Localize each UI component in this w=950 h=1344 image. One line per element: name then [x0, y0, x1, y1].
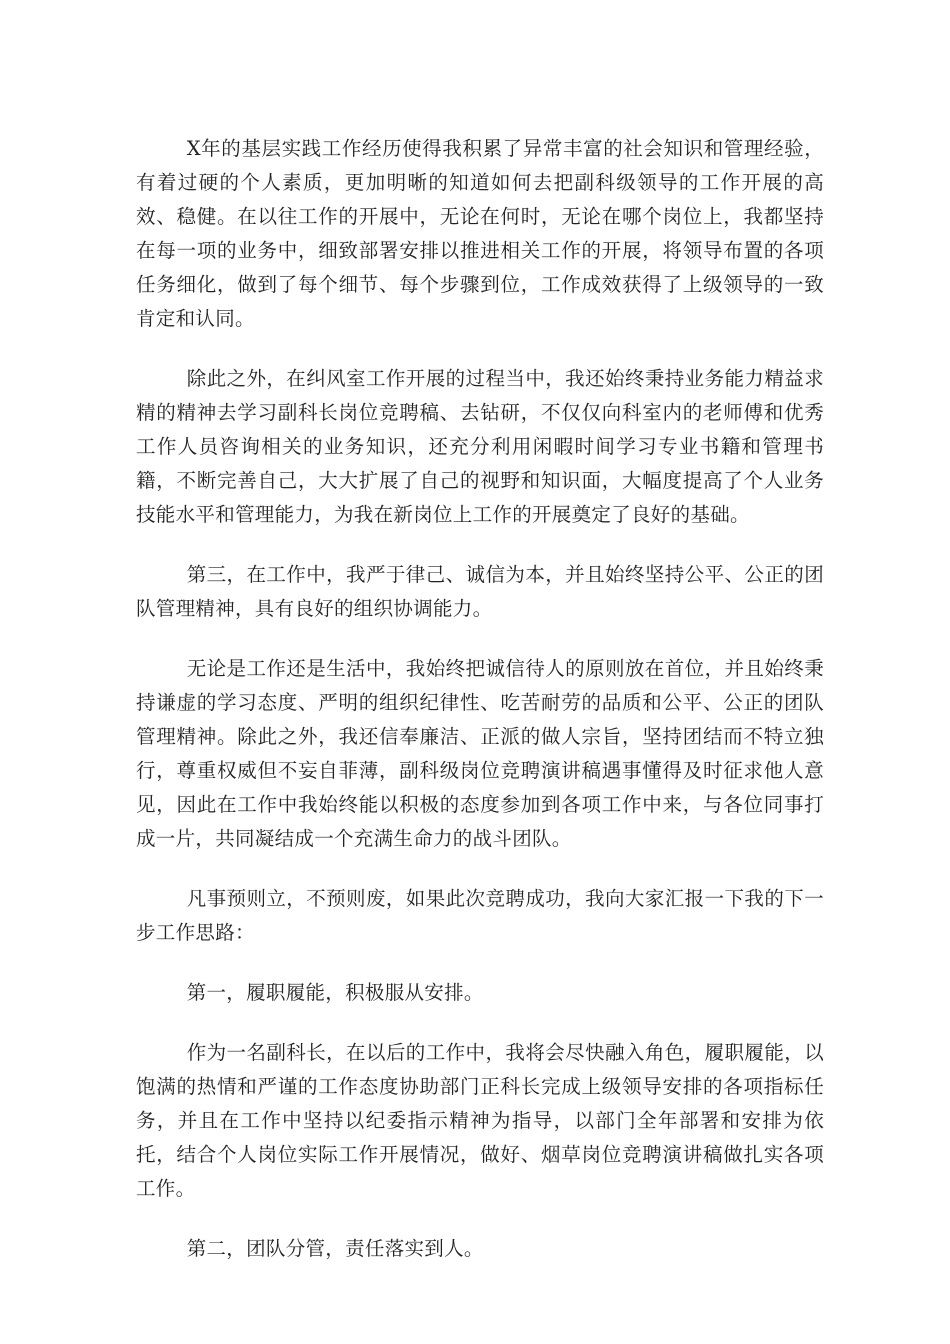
paragraph-third-point: 第三，在工作中，我严于律己、诚信为本，并且始终坚持公平、公正的团队管理精神，具有良好的组织协调能力。 [136, 563, 824, 620]
paragraph-plan-first-heading: 第一，履职履能，积极服从安排。 [186, 981, 484, 1004]
paragraph-experience: X年的基层实践工作经历使得我积累了异常丰富的社会知识和管理经验，有着过硬的个人素质，更加明晰的知道如何去把副科级领导的工作开展的高效、稳健。在以往工作的开展中，无论在何时，无论在哪个岗位上，我都坚持在每一项的业务中，细致部署安排以推进相关工作的开展，将领导布置的各项任务细化，做到了每个细节、每个步骤到位，工作成效获得了上级领导的一致肯定和认同。 [136, 137, 824, 330]
paragraph-integrity: 无论是工作还是生活中，我始终把诚信待人的原则放在首位，并且始终秉持谦虚的学习态度、严明的组织纪律性、吃苦耐劳的品质和公平、公正的团队管理精神。除此之外，我还信奉廉洁、正派的做人宗旨，坚持团结而不特立独行，尊重权威但不妄自菲薄，副科级岗位竞聘演讲稿遇事懂得及时征求他人意见，因此在工作中我始终能以积极的态度参加到各项工作中来，与各位同事打成一片，共同凝结成一个充满生命力的战斗团队。 [136, 657, 824, 850]
paragraph-self-improvement: 除此之外，在纠风室工作开展的过程当中，我还始终秉持业务能力精益求精的精神去学习副科长岗位竞聘稿、去钻研，不仅仅向科室内的老师傅和优秀工作人员咨询相关的业务知识，还充分利用闲暇时间学习专业书籍和管理书籍，不断完善自己，大大扩展了自己的视野和知识面，大幅度提高了个人业务技能水平和管理能力，为我在新岗位上工作的开展奠定了良好的基础。 [136, 367, 824, 526]
document-body [136, 132, 824, 1292]
paragraph-plan-first-detail: 作为一名副科长，在以后的工作中，我将会尽快融入角色，履职履能，以饱满的热情和严谨的工作态度协助部门正科长完成上级领导安排的各项指标任务，并且在工作中坚持以纪委指示精神为指导，以部门全年部署和安排为依托，结合个人岗位实际工作开展情况，做好、烟草岗位竞聘演讲稿做扎实各项工作。 [136, 1041, 824, 1200]
paragraph-work-plan-intro: 凡事预则立，不预则废，如果此次竞聘成功，我向大家汇报一下我的下一步工作思路： [136, 887, 824, 944]
paragraph-plan-second-heading: 第二，团队分管，责任落实到人。 [186, 1237, 484, 1260]
